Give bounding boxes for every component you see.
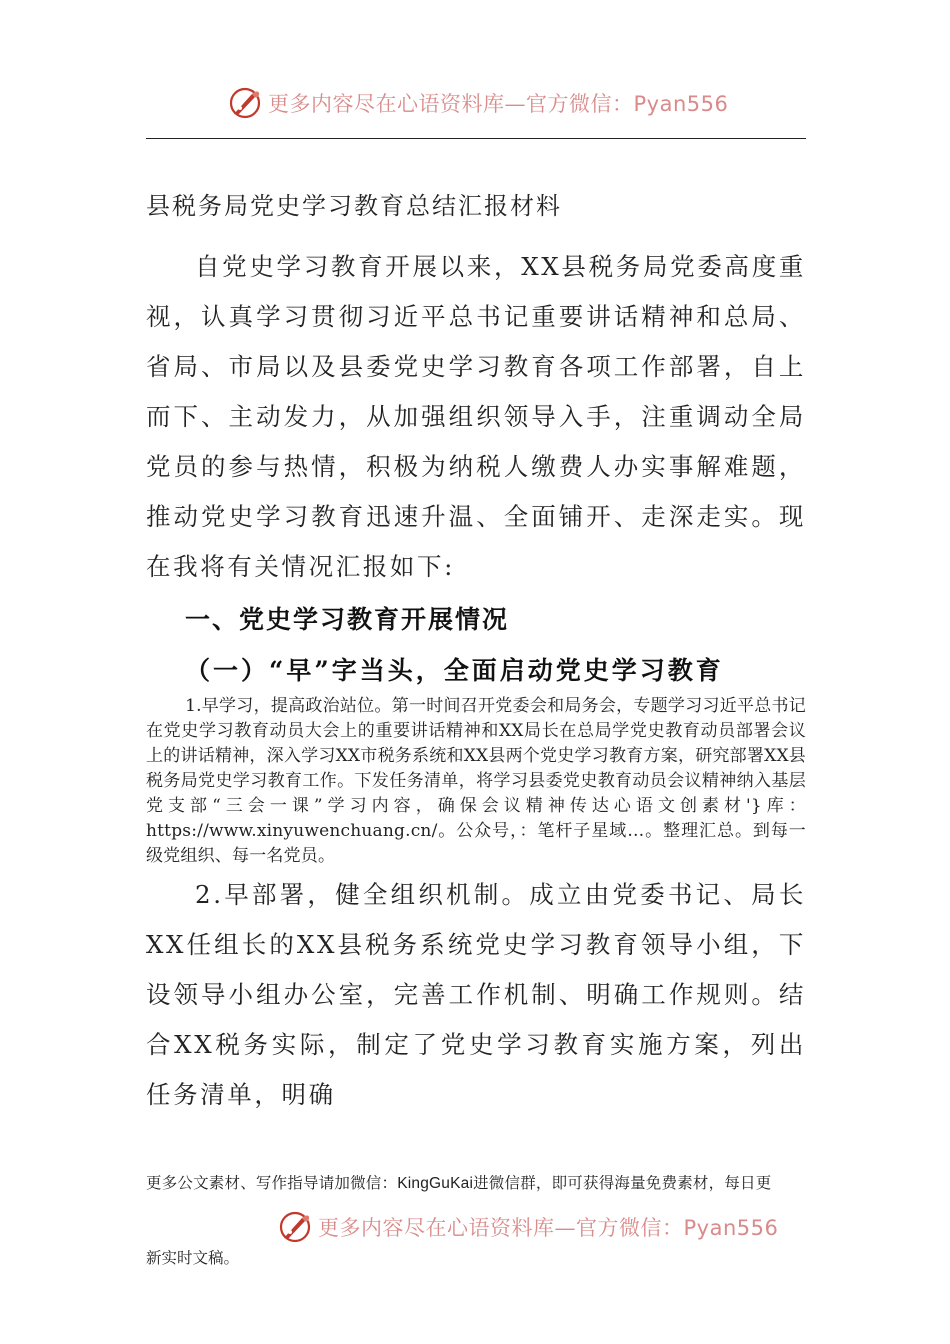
item-1-paragraph: 1.早学习，提高政治站位。第一时间召开党委会和局务会，专题学习习近平总书记在党史学习教育动员大会上的重要讲话精神和XX局长在总局学党史教育动员部署会议上的讲话精神，深入学习XX市税务系统和XX县两个党史学习教育方案，研究部署XX县税务局党史学习教育工作。下发任务清单，将学习县委党史教育动员会议精神纳入基层党支部“三会一课”学习内容，确保会议精神传达心语文创素材'}库：https://www.xinyuwenchuang.cn/。公众号，：笔杆子星域…。整理汇总。到每一级党组织、每一名党员。 bbox=[146, 696, 806, 866]
footer-note-suffix: 进微信群，即可获得海量免费素材，每日更 bbox=[473, 1174, 772, 1192]
quill-logo-icon bbox=[228, 86, 262, 120]
footer-note-tail: 新实时文稿。 bbox=[146, 1249, 240, 1267]
footer-note-wechat: KingGuKai bbox=[397, 1175, 474, 1192]
header-divider bbox=[146, 138, 806, 139]
header-watermark-text: 更多内容尽在心语资料库—官方微信：Pyan556 bbox=[268, 92, 729, 116]
item-2-paragraph: 2.早部署，健全组织机制。成立由党委书记、局长XX任组长的XX县税务系统党史学习教育领导小组，下设领导小组办公室，完善工作机制、明确工作规则。结合XX税务实际，制定了党史学习教育实施方案，列出任务清单，明确 bbox=[146, 880, 806, 1109]
footer-note-prefix: 更多公文素材、写作指导请加微信： bbox=[146, 1174, 398, 1192]
header-watermark bbox=[228, 86, 728, 120]
footer-note bbox=[146, 1171, 806, 1193]
document-title: 县税务局党史学习教育总结汇报材料 bbox=[146, 192, 562, 220]
section-heading-1: 一、党史学习教育开展情况 bbox=[185, 605, 510, 634]
intro-paragraph: 自党史学习教育开展以来，XX县税务局党委高度重视，认真学习贯彻习近平总书记重要讲话精神和总局、省局、市局以及县委党史学习教育各项工作部署，自上而下、主动发力，从加强组织领导入手，注重调动全局党员的参与热情，积极为纳税人缴费人办实事解难题，推动党史学习教育迅速升温、全面铺开、走深走实。现在我将有关情况汇报如下: bbox=[146, 252, 806, 581]
quill-logo-icon bbox=[278, 1210, 312, 1244]
footer-watermark bbox=[278, 1210, 778, 1244]
footer-watermark-wechat: Pyan556 bbox=[683, 1216, 779, 1240]
footer-watermark-text: 更多内容尽在心语资料库—官方微信：Pyan556 bbox=[318, 1216, 779, 1240]
header-watermark-wechat: Pyan556 bbox=[633, 92, 729, 116]
subsection-heading-1: （一）“早”字当头，全面启动党史学习教育 bbox=[185, 656, 724, 685]
